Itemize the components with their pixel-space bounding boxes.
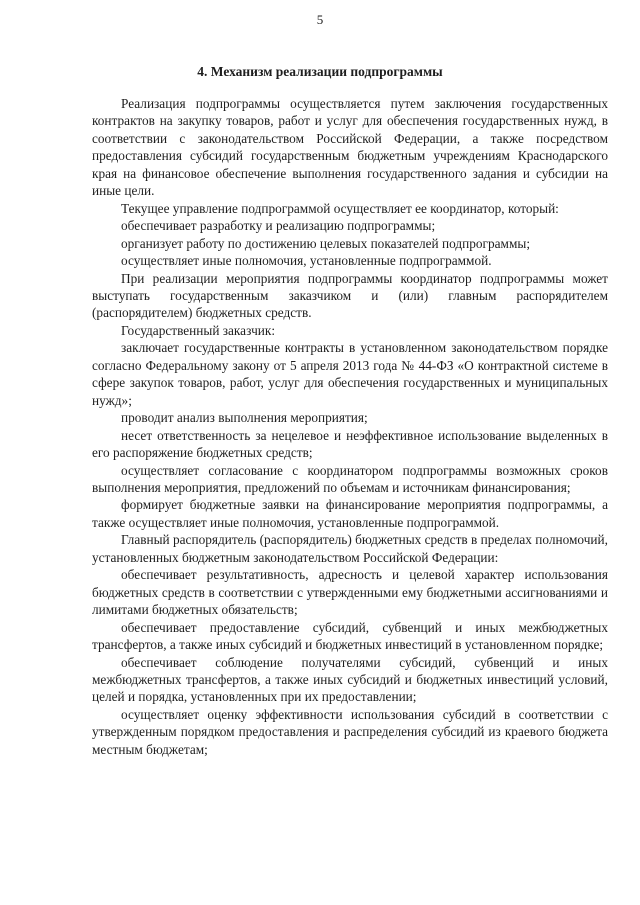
paragraph: Государственный заказчик: — [121, 322, 276, 338]
list-item: осуществляет иные полномочия, установленные подпрограммой. — [121, 253, 492, 269]
paragraph: Главный распорядитель (распорядитель) бюджетных средств в пределах полномочий, установленных бюджетным законодательством Российской Федерации: — [92, 532, 608, 565]
list-item: обеспечивает предоставление субсидий, субвенций и иных межбюджетных трансфертов, а также иных субсидий и бюджетных инвестиций в установленном порядке; — [92, 619, 608, 653]
list-item: осуществляет оценку эффективности использования субсидий в соответствии с утвержденным порядком предоставления и распределения субсидий из краевого бюджета местным бюджетам; — [92, 706, 608, 757]
list-item: организует работу по достижению целевых показателей подпрограммы; — [121, 235, 531, 251]
list-item: обеспечивает результативность, адресность и целевой характер использования бюджетных средств в соответствии с утвержденными ему бюджетными ассигнованиями и лимитами бюджетных обязательств; — [92, 567, 608, 618]
list-item: обеспечивает разработку и реализацию подпрограммы; — [121, 218, 436, 234]
section-heading: 4. Механизм реализации подпрограммы — [197, 64, 443, 79]
paragraph: При реализации мероприятия подпрограммы координатор подпрограммы может выступать государственным заказчиком и (или) главным распорядителем (распорядителем) бюджетных средств. — [92, 270, 608, 321]
list-item: несет ответственность за нецелевое и неэффективное использование выделенных в его распоряжение бюджетных средств; — [92, 427, 608, 461]
section-body — [92, 95, 608, 758]
paragraph: Реализация подпрограммы осуществляется путем заключения государственных контрактов на закупку товаров, работ и услуг для обеспечения государственных нужд, в соответствии с законодательством Российской Федерации, а также посредством предоставления субсидий государственным бюджетным учреждениям Краснодарского края на финансовое обеспечение выполнения государственного задания и субсидии на иные цели. — [92, 96, 608, 199]
paragraph: Текущее управление подпрограммой осуществляет ее координатор, который: — [121, 200, 559, 216]
page-number: 5 — [316, 12, 324, 27]
list-item: заключает государственные контракты в установленном законодательством порядке согласно Федеральному закону от 5 апреля 2013 года № 44-ФЗ «О контрактной системе в сфере закупок товаров, работ, услуг для обеспечения государственных и муниципальных нужд»; — [92, 340, 608, 408]
list-item: осуществляет согласование с координатором подпрограммы возможных сроков выполнения мероприятия, предложений по объемам и источникам финансирования; — [92, 462, 608, 495]
list-item: обеспечивает соблюдение получателями субсидий, субвенций и иных межбюджетных трансфертов, а также иных субсидий и бюджетных инвестиций условий, целей и порядка, установленных при их предоставлении; — [92, 654, 608, 705]
list-item: проводит анализ выполнения мероприятия; — [121, 410, 368, 426]
list-item: формирует бюджетные заявки на финансирование мероприятия подпрограммы, а также осуществляет иные полномочия, установленные подпрограммой. — [92, 497, 608, 530]
